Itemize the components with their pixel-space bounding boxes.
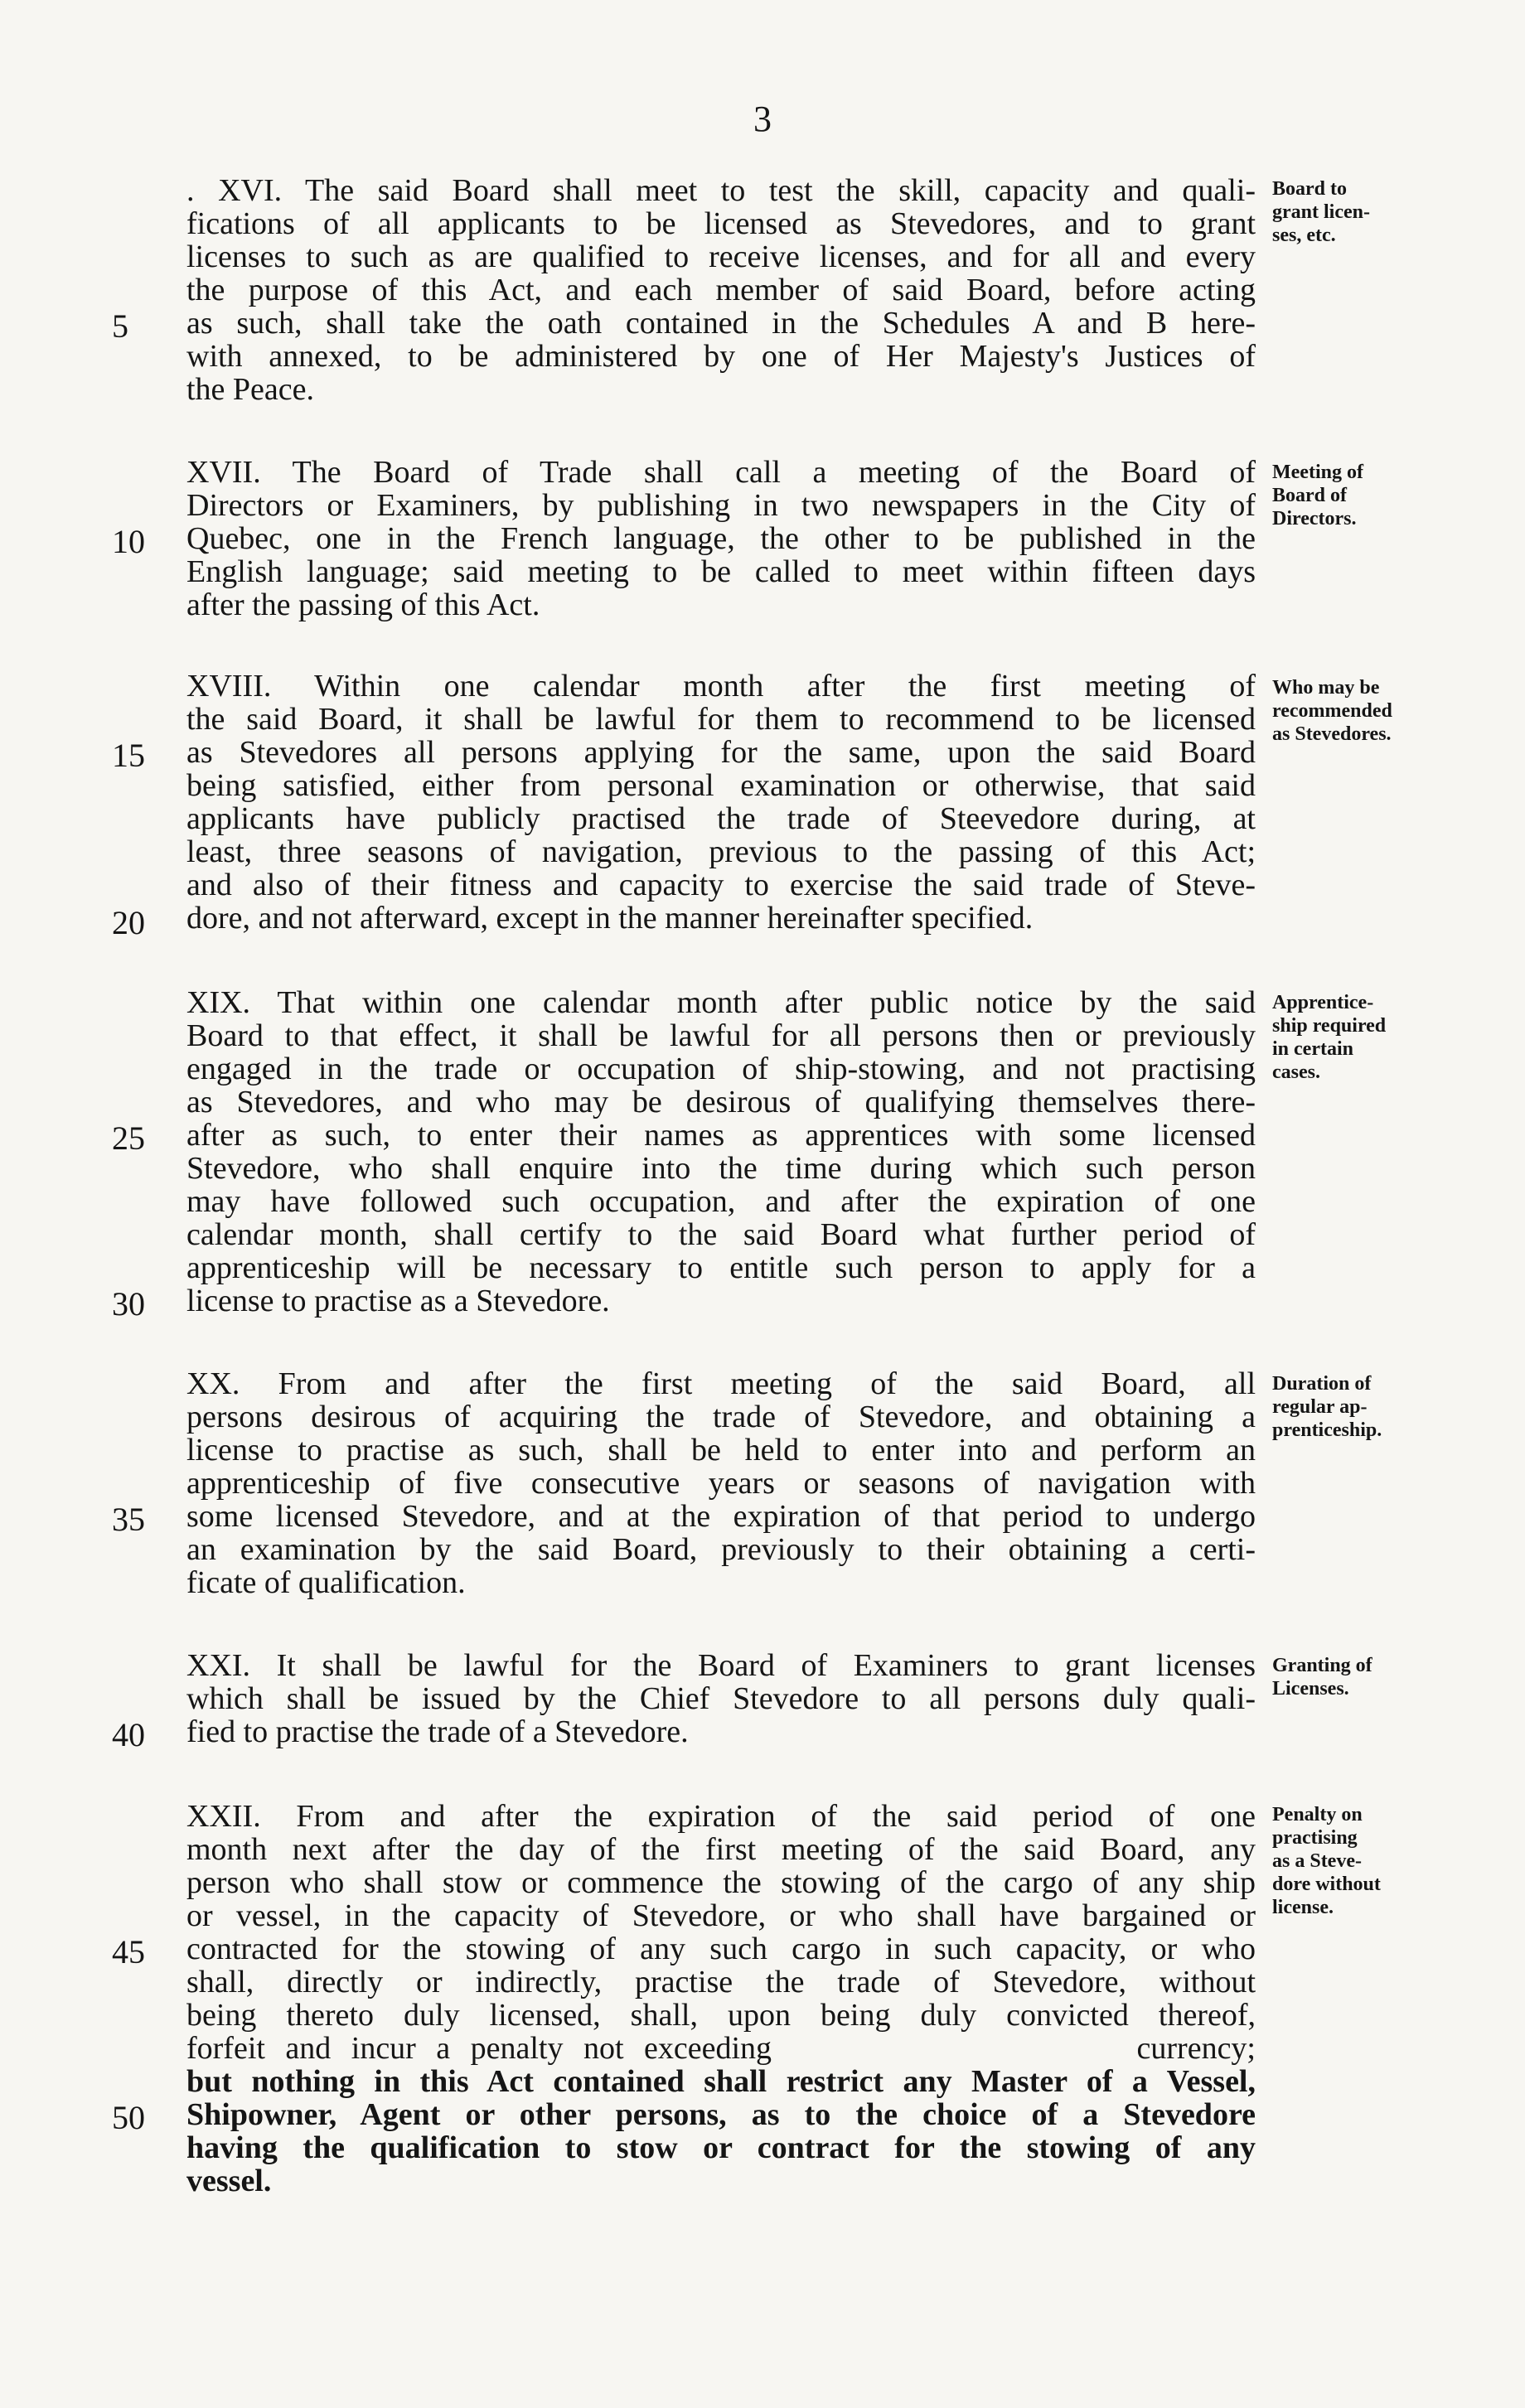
line-number: 50 [112,2099,145,2136]
margin-note [1272,676,1513,746]
margin-note-line: Granting of [1272,1655,1372,1676]
margin-note-line: Licenses. [1272,1678,1349,1700]
text-line: month next after the day of the first meeting of the said Board, any [186,1832,1256,1867]
text-line: as Stevedores all persons applying for the same, upon the said Board [186,735,1256,770]
text-line: contracted for the stowing of any such cargo in such capacity, or who [186,1932,1256,1966]
margin-note [1272,1372,1513,1442]
text-line: engaged in the trade or occupation of ship-stowing, and not practising [186,1052,1256,1086]
margin-note-line: in certain [1272,1038,1353,1060]
text-line: after as such, to enter their names as apprentices with some licensed [186,1118,1256,1153]
margin-note-line: Apprentice- [1272,992,1374,1013]
margin-note-line: as Stevedores. [1272,723,1392,745]
margin-note-line: dore without [1272,1874,1381,1895]
margin-note [1272,461,1513,530]
margin-note-line: grant licen- [1272,201,1370,223]
text-line: and also of their fitness and capacity to exercise the said trade of Steve- [186,868,1256,902]
section-xx [186,1367,1256,1599]
margin-note-line: recommended [1272,700,1392,722]
text-line: as such, shall take the oath contained in the Schedules A and B here- [186,306,1256,341]
text-line: Shipowner, Agent or other persons, as to the choice of a Stevedore [186,2097,1256,2132]
text-line: . XVI. The said Board shall meet to test the skill, capacity and quali- [186,173,1256,208]
text-line: after the passing of this Act. [186,587,540,622]
text-line: Quebec, one in the French language, the other to be published in the [186,521,1256,556]
margin-note [1272,1654,1513,1700]
margin-note [1272,991,1513,1084]
text-line: but nothing in this Act contained shall restrict any Master of a Vessel, [186,2064,1256,2099]
text-line: Stevedore, who shall enquire into the time during which such person [186,1151,1256,1186]
section-xix [186,986,1256,1318]
section-xxi [186,1649,1256,1748]
text-line: license to practise as a Stevedore. [186,1284,610,1318]
line-number: 5 [112,307,128,345]
section-xxii [186,1800,1256,2198]
margin-note-line: prenticeship. [1272,1419,1382,1441]
margin-note-line: practising [1272,1827,1358,1849]
section-xvii [186,456,1256,621]
text-line: XXII. From and after the expiration of the said period of one [186,1799,1256,1834]
text-line: ficate of qualification. [186,1565,466,1600]
margin-note-line: Board of [1272,485,1347,506]
line-number: 10 [112,523,145,560]
margin-note-line: cases. [1272,1061,1320,1083]
text-line: vessel. [186,2164,272,2198]
margin-note-line: Board to [1272,178,1347,200]
section-xvi [186,174,1256,406]
text-line: which shall be issued by the Chief Stevedore to all persons duly quali- [186,1681,1256,1716]
line-number: 45 [112,1933,145,1970]
text-line: fied to practise the trade of a Stevedore. [186,1714,689,1749]
text-line: shall, directly or indirectly, practise the trade of Stevedore, without [186,1965,1256,1999]
text-line: with annexed, to be administered by one of Her Majesty's Justices of [186,339,1256,374]
section-xviii [186,670,1256,935]
text-line: XX. From and after the first meeting of the said Board, all [186,1366,1256,1401]
text-line: XVII. The Board of Trade shall call a meeting of the Board of [186,455,1256,490]
margin-note-line: regular ap- [1272,1396,1368,1418]
margin-note [1272,177,1513,247]
text-line: the said Board, it shall be lawful for them to recommend to be licensed [186,702,1256,737]
text-line: license to practise as such, shall be held to enter into and perform an [186,1433,1256,1468]
margin-note-line: Who may be [1272,677,1380,699]
margin-note-line: Duration of [1272,1373,1372,1395]
text-line: may have followed such occupation, and after the expiration of one [186,1184,1256,1219]
margin-note-line: ses, etc. [1272,225,1336,246]
margin-note [1272,1803,1513,1919]
text-line: having the qualification to stow or contract for the stowing of any [186,2130,1256,2165]
text-line: apprenticeship will be necessary to entitle such person to apply for a [186,1250,1256,1285]
line-number: 35 [112,1501,145,1538]
margin-note-line: as a Steve- [1272,1850,1362,1872]
line-number: 40 [112,1716,145,1753]
text-line: as Stevedores, and who may be desirous of qualifying themselves there- [186,1085,1256,1119]
text-line: forfeit and incur a penalty not exceeding currency; [186,2031,1256,2066]
margin-note-line: Directors. [1272,508,1357,529]
margin-note-line: Penalty on [1272,1804,1363,1825]
line-number: 25 [112,1119,145,1157]
margin-note-line: license. [1272,1897,1334,1918]
text-line: persons desirous of acquiring the trade of Stevedore, and obtaining a [186,1400,1256,1434]
text-line: calendar month, shall certify to the said Board what further period of [186,1217,1256,1252]
text-line: or vessel, in the capacity of Stevedore, or who shall have bargained or [186,1898,1256,1933]
text-line: licenses to such as are qualified to receive licenses, and for all and every [186,239,1256,274]
text-line: the Peace. [186,372,315,407]
text-line: the purpose of this Act, and each member of said Board, before acting [186,273,1256,307]
text-line: fications of all applicants to be licensed as Stevedores, and to grant [186,206,1256,241]
margin-note-line: ship required [1272,1015,1387,1037]
text-line: dore, and not afterward, except in the manner hereinafter specified. [186,901,1034,936]
line-number: 20 [112,904,145,941]
text-line: XXI. It shall be lawful for the Board of Examiners to grant licenses [186,1648,1256,1683]
text-line: applicants have publicly practised the trade of Steevedore during, at [186,801,1256,836]
text-line: an examination by the said Board, previously to their obtaining a certi- [186,1532,1256,1567]
text-line: being satisfied, either from personal examination or otherwise, that said [186,768,1256,803]
page-number: 3 [753,99,772,139]
text-line: XVIII. Within one calendar month after the first meeting of [186,669,1256,704]
text-line: English language; said meeting to be called to meet within fifteen days [186,554,1256,589]
text-line: Board to that effect, it shall be lawful for all persons then or previously [186,1018,1256,1053]
text-line: person who shall stow or commence the stowing of the cargo of any ship [186,1865,1256,1900]
line-number: 15 [112,737,145,774]
text-line: XIX. That within one calendar month after public notice by the said [186,985,1256,1020]
text-line: Directors or Examiners, by publishing in two newspapers in the City of [186,488,1256,523]
margin-note-line: Meeting of [1272,462,1363,483]
line-number: 30 [112,1285,145,1322]
text-line: being thereto duly licensed, shall, upon being duly convicted thereof, [186,1998,1256,2033]
text-line: apprenticeship of five consecutive years or seasons of navigation with [186,1466,1256,1501]
text-line: least, three seasons of navigation, previous to the passing of this Act; [186,834,1256,869]
text-line: some licensed Stevedore, and at the expiration of that period to undergo [186,1499,1256,1534]
